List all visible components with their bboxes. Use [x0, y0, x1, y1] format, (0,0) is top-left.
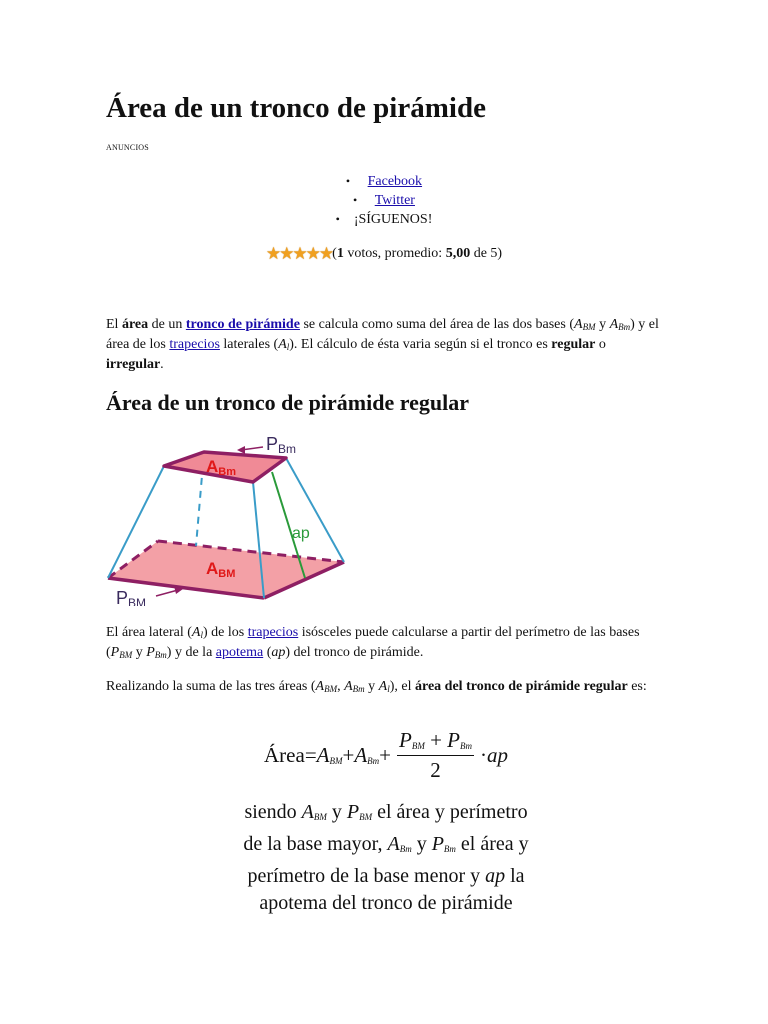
star-icon[interactable]: ★ — [279, 244, 293, 263]
star-icon[interactable]: ★ — [305, 244, 319, 263]
rating-average: 5,00 — [445, 246, 471, 261]
twitter-link[interactable]: Twitter — [374, 193, 415, 208]
label-pbm-bottom: PBM — [116, 588, 147, 606]
sum-paragraph: Realizando la suma de las tres áreas ($A_{BM}$, $A_{Bm}$ y $A_l$), el área del tronco de pirámide regular es: — [106, 679, 647, 694]
social-item-follow — [106, 210, 662, 229]
star-icon[interactable]: ★ — [265, 244, 280, 263]
formula-block — [206, 728, 566, 917]
star-icon[interactable]: ★ — [318, 244, 333, 263]
follow-label: ¡SÍGUENOS! — [353, 212, 433, 227]
formula-fraction: $\frac{P_{BM} + P_{Bm}}{2}$ — [399, 728, 472, 782]
label-ap: ap — [292, 525, 310, 542]
link-trapecios-2[interactable]: trapecios — [247, 625, 299, 640]
label-pbm-top: PBm — [266, 434, 297, 456]
social-item-twitter — [106, 191, 662, 210]
rating-max: de 5) — [470, 246, 503, 261]
formula-equation: Área = $A_{BM}$ + $A_{Bm}$ + $\frac{P_{BM} + P_{Bm}}{2}$ · ap — [264, 728, 508, 782]
facebook-link[interactable]: Facebook — [367, 174, 423, 189]
page-title: Área de un tronco de pirámide — [106, 92, 486, 124]
link-trapecios[interactable]: trapecios — [169, 337, 220, 352]
rating-stars[interactable] — [266, 244, 332, 264]
rating-votes: 1 — [336, 246, 344, 261]
label-abm-bottom: ABM — [206, 559, 236, 580]
rating: ★★★★★(1 votos, promedio: 5,00 de 5) — [265, 244, 503, 263]
star-icon[interactable]: ★ — [292, 244, 306, 263]
lateral-area-paragraph: El área lateral $(A_l)$ de los trapecios isósceles puede calcularse a partir del perímetro de las bases ($P_{BM}$ y $P_{Bm}$) y de la apotema (ap) del tronco de pirámide. — [106, 625, 640, 660]
rating-votes-text: votos, promedio: — [343, 246, 446, 261]
section-title: Área de un tronco de pirámide regular — [106, 390, 469, 415]
link-apotema[interactable]: apotema — [215, 645, 264, 660]
label-abm-top: ABm — [206, 457, 237, 478]
intro-paragraph: El área de un tronco de pirámide se calcula como suma del área de las dos bases ($A_{BM}$ y $A_{Bm}$) y el área de los trapecios laterales $(A_l)$. El cálculo de ésta varia según si el tronco es regular o irregular. — [106, 317, 659, 372]
social-item-facebook — [106, 172, 662, 191]
link-tronco[interactable]: tronco de pirámide — [185, 317, 300, 332]
social-list — [106, 172, 662, 229]
frustum-diagram — [106, 428, 356, 606]
ads-label: ANUNCIOS — [106, 143, 149, 152]
formula-description: siendo $A_{BM}$ y $P_{BM}$ el área y perímetro de la base mayor, $A_{Bm}$ y $P_{Bm}$ el área y perímetro de la base menor y ap la apotema del tronco de pirámide — [243, 801, 529, 914]
arrow-pbm-bottom — [156, 590, 178, 596]
